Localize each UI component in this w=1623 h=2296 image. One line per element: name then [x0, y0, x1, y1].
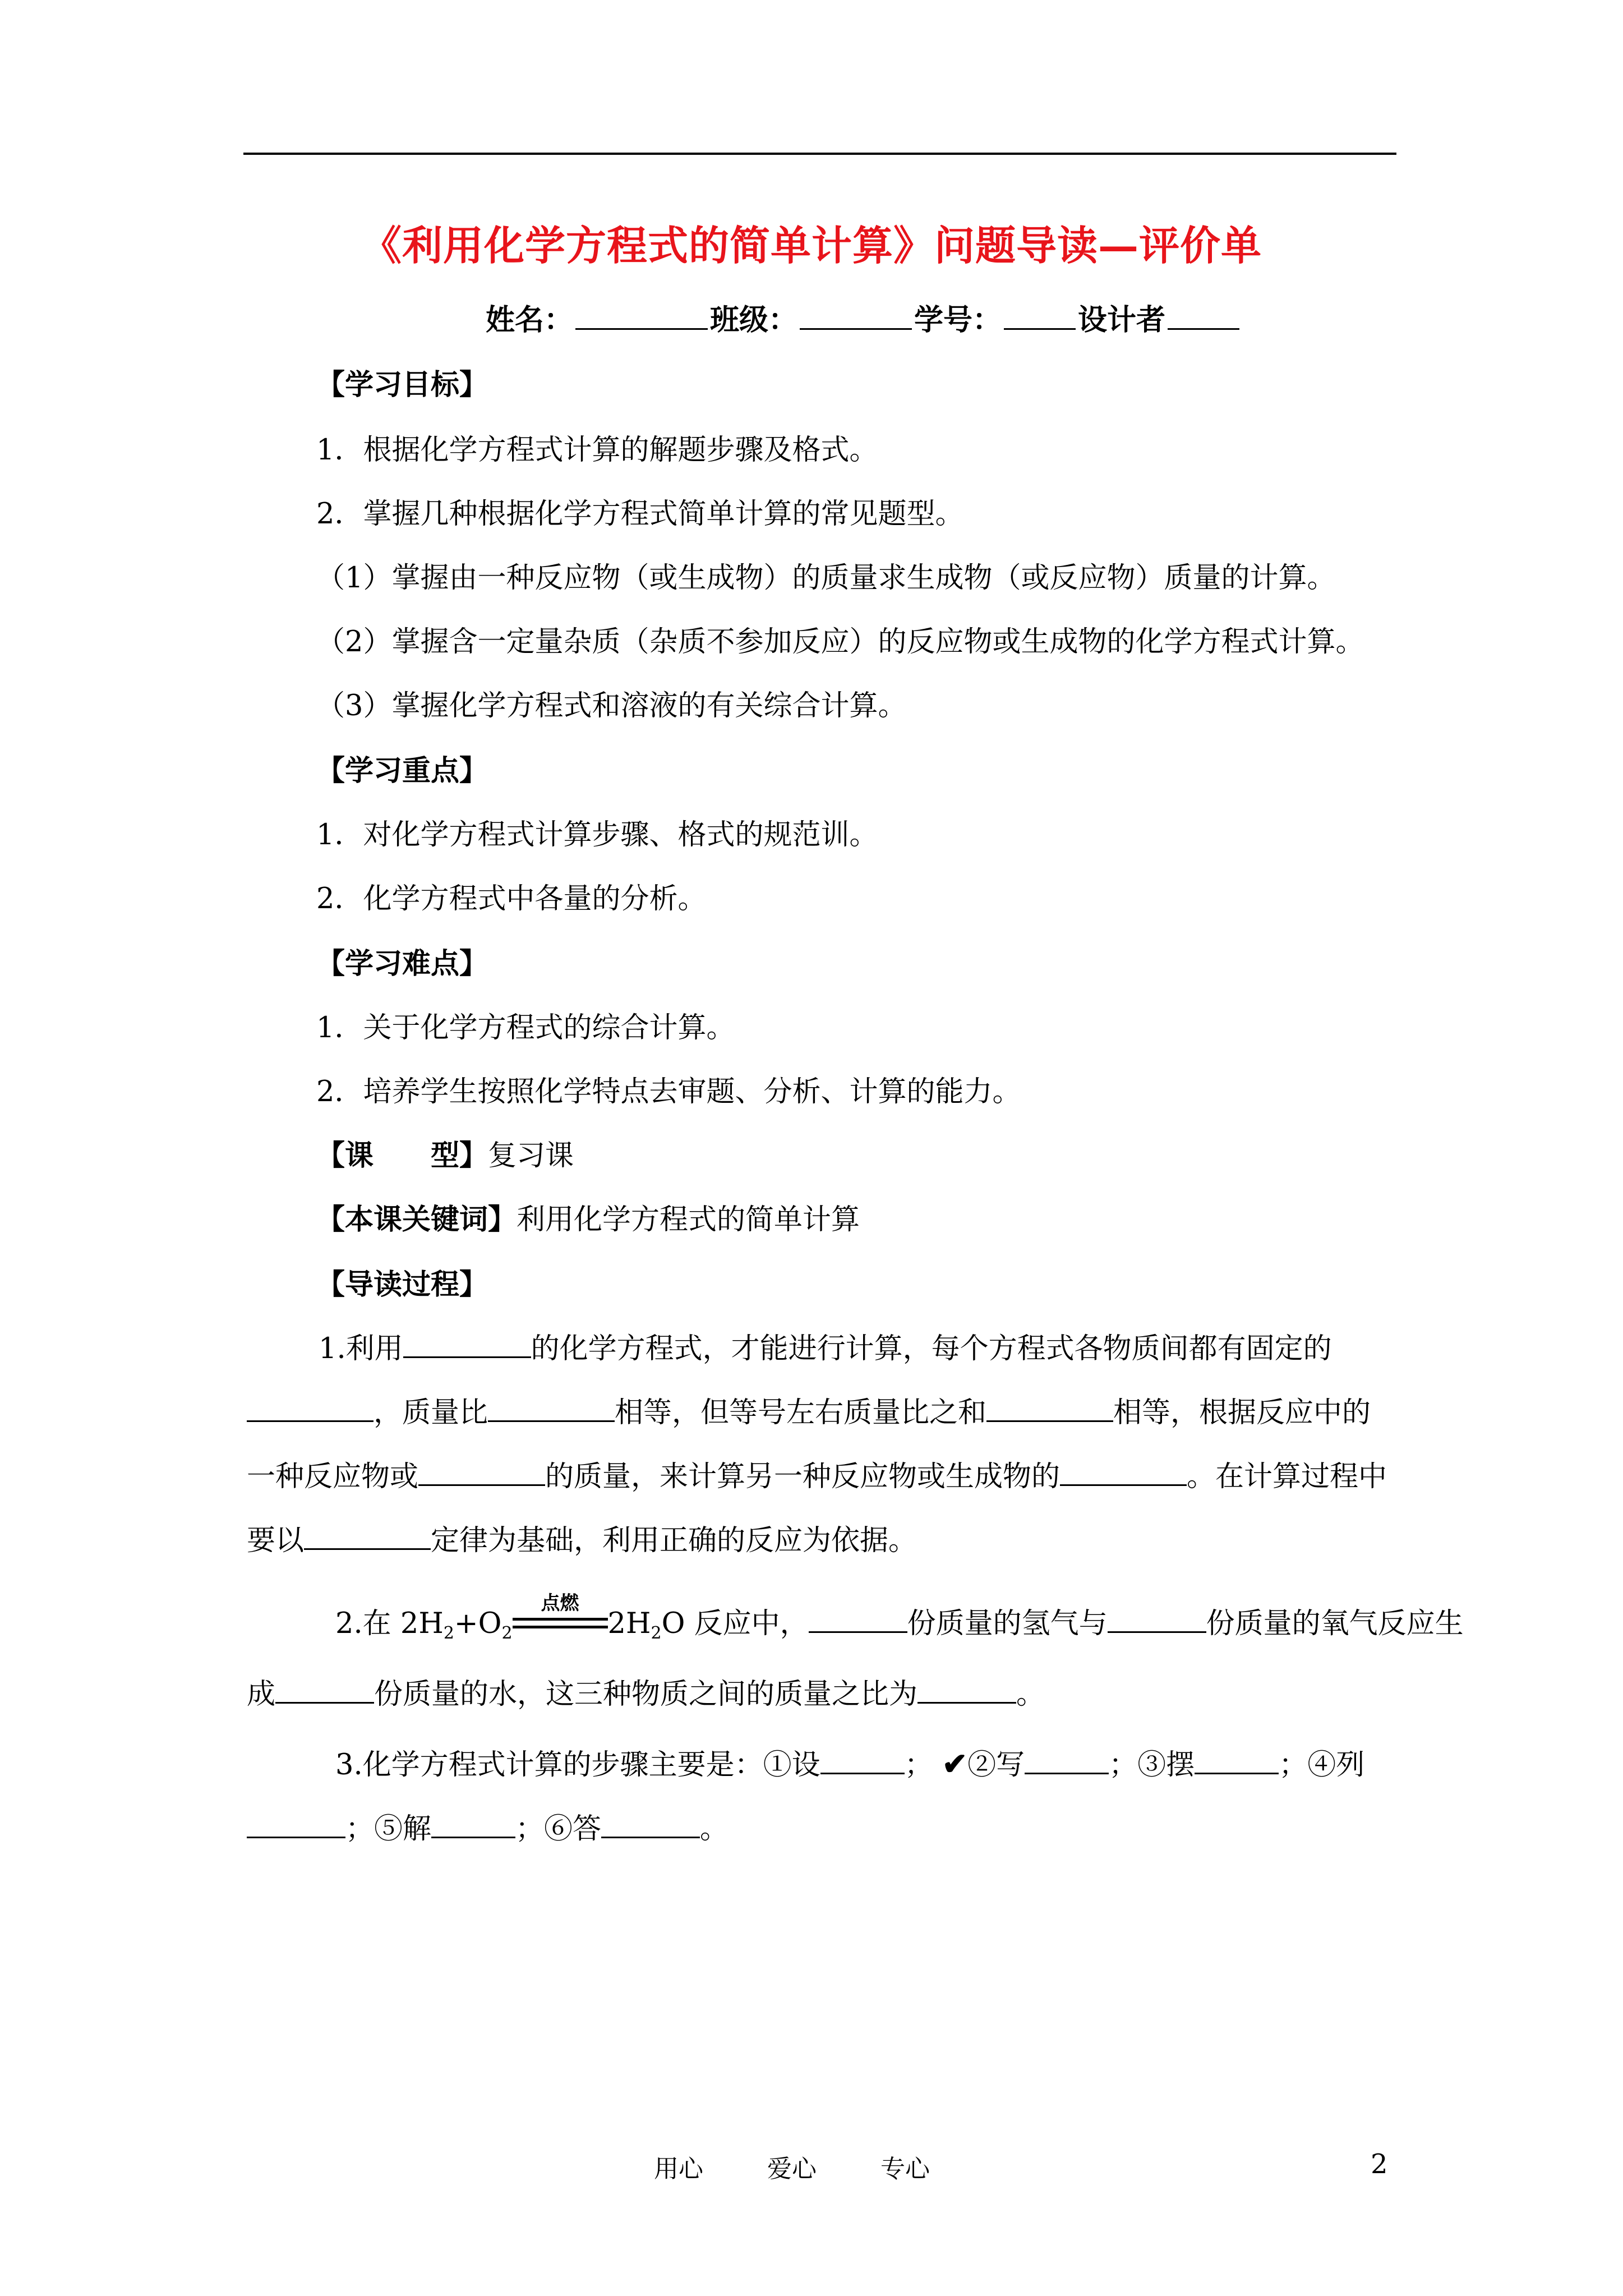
q3-blank-1[interactable] — [820, 1746, 905, 1774]
q1-text: 1.利用 — [319, 1332, 403, 1365]
lesson-type-value: 复习课 — [488, 1139, 574, 1172]
number-label: 学号： — [914, 303, 1002, 337]
designer-label: 设计者 — [1078, 303, 1166, 337]
keywords-label: 【本课关键词】 — [316, 1203, 517, 1236]
q2-text: 份质量的氧气反应生 — [1206, 1607, 1464, 1640]
checkmark-icon: ✔ — [942, 1746, 968, 1782]
q1-blank-7[interactable] — [304, 1521, 431, 1550]
key-points-heading: 【学习重点】 — [316, 754, 488, 788]
q3-blank-3[interactable] — [1195, 1746, 1279, 1774]
q1-blank-4[interactable] — [986, 1393, 1113, 1422]
student-info-line — [486, 296, 1242, 338]
q2-subscript: 2 — [501, 1623, 513, 1643]
q1-text: 定律为基础，利用正确的反应为依据。 — [431, 1524, 917, 1557]
q3-blank-5[interactable] — [431, 1810, 515, 1838]
process-heading: 【导读过程】 — [316, 1268, 488, 1301]
lesson-type-line — [316, 1132, 574, 1174]
q3-text: 3.化学方程式计算的步骤主要是：①设 — [335, 1749, 820, 1782]
q2-text: 2.在 — [335, 1607, 400, 1640]
keywords-line — [316, 1196, 860, 1237]
q2-chem: 2H — [400, 1607, 444, 1640]
difficulty-item: 2．培养学生按照化学特点去审题、分析、计算的能力。 — [316, 1075, 1021, 1108]
q2-text: 份质量的水，这三种物质之间的质量之比为 — [374, 1678, 918, 1711]
q1-line-1 — [319, 1325, 1468, 1366]
q2-text: 。 — [1016, 1678, 1045, 1711]
q2-chem: 2H — [607, 1607, 651, 1640]
q1-text: 一种反应物或 — [247, 1460, 419, 1493]
goal-item: 1．根据化学方程式计算的解题步骤及格式。 — [316, 434, 878, 467]
difficulty-item: 1．关于化学方程式的综合计算。 — [316, 1011, 735, 1045]
q2-subscript: 2 — [443, 1623, 454, 1643]
class-label: 班级： — [710, 303, 798, 337]
q1-text: 要以 — [247, 1524, 305, 1557]
designer-field[interactable] — [1168, 299, 1239, 330]
name-label: 姓名： — [486, 303, 574, 337]
q2-chem: +O — [454, 1607, 502, 1640]
q3-text: ；④列 — [1279, 1749, 1365, 1782]
q3-line-2 — [247, 1805, 1396, 1847]
q3-blank-6[interactable] — [601, 1810, 700, 1838]
q2-subscript: 2 — [651, 1623, 662, 1643]
q3-blank-4[interactable] — [247, 1810, 345, 1838]
q2-text: 成 — [247, 1678, 276, 1711]
q1-blank-5[interactable] — [418, 1457, 545, 1486]
goals-heading: 【学习目标】 — [316, 368, 488, 402]
q3-text: ；⑤解 — [345, 1812, 432, 1846]
goal-item: （1）掌握由一种反应物（或生成物）的质量求生成物（或反应物）质量的计算。 — [316, 562, 1336, 595]
q1-text: 相等，但等号左右质量比之和 — [615, 1396, 987, 1429]
difficulties-heading: 【学习难点】 — [316, 947, 488, 981]
footer-item: 爱心 — [767, 2155, 817, 2183]
q1-blank-2[interactable] — [247, 1393, 374, 1422]
q1-text: 相等，根据反应中的 — [1113, 1396, 1371, 1429]
key-point-item: 1．对化学方程式计算步骤、格式的规范训。 — [316, 818, 878, 852]
q2-blank-3[interactable] — [275, 1675, 374, 1704]
q1-text: 的化学方程式，才能进行计算，每个方程式各物质间都有固定的 — [531, 1332, 1332, 1365]
q2-line-2 — [247, 1671, 1396, 1712]
page-number: 2 — [1371, 2148, 1388, 2180]
goal-item: （3）掌握化学方程式和溶液的有关综合计算。 — [316, 689, 907, 723]
footer-item: 用心 — [654, 2155, 703, 2183]
q3-text: ②写 — [967, 1749, 1025, 1782]
reaction-condition: 点燃 — [541, 1592, 579, 1614]
q1-text: 的质量，来计算另一种反应物或生成物的 — [545, 1460, 1061, 1493]
q1-blank-3[interactable] — [488, 1393, 615, 1422]
q2-text: 反应中， — [694, 1607, 809, 1640]
keywords-value: 利用化学方程式的简单计算 — [517, 1203, 860, 1236]
q1-text: ，质量比 — [374, 1396, 488, 1429]
q3-text: 。 — [700, 1812, 729, 1846]
key-point-item: 2．化学方程式中各量的分析。 — [316, 882, 707, 915]
goal-item: （2）掌握含一定量杂质（杂质不参加反应）的反应物或生成物的化学方程式计算。 — [316, 625, 1364, 659]
page-title: 《利用化学方程式的简单计算》问题导读—评价单 — [361, 222, 1262, 269]
q3-text: ；③摆 — [1109, 1749, 1195, 1782]
q1-line-4 — [247, 1517, 1396, 1558]
q1-blank-1[interactable] — [403, 1329, 531, 1358]
q1-text: 。在计算过程中 — [1187, 1460, 1387, 1493]
q2-chem: O — [661, 1607, 685, 1640]
reaction-equals-sign — [513, 1592, 608, 1637]
q2-blank-2[interactable] — [1108, 1604, 1206, 1633]
q1-blank-6[interactable] — [1060, 1457, 1187, 1486]
header-rule — [243, 153, 1396, 155]
footer-item: 专心 — [880, 2155, 930, 2183]
lesson-type-label: 【课 型】 — [316, 1139, 488, 1172]
q3-text: ； — [904, 1749, 933, 1782]
q3-text: ；⑥答 — [515, 1812, 602, 1846]
q2-blank-4[interactable] — [917, 1675, 1016, 1704]
q2-blank-1[interactable] — [809, 1604, 907, 1633]
q2-text: 份质量的氢气与 — [907, 1607, 1108, 1640]
q3-blank-2[interactable] — [1025, 1746, 1109, 1774]
q2-line-1 — [335, 1592, 1485, 1643]
name-field[interactable] — [575, 299, 708, 330]
number-field[interactable] — [1004, 299, 1076, 330]
q1-line-3 — [247, 1453, 1396, 1494]
class-field[interactable] — [800, 299, 912, 330]
q3-line-1 — [335, 1741, 1485, 1783]
q1-line-2 — [247, 1389, 1396, 1430]
goal-item: 2．掌握几种根据化学方程式简单计算的常见题型。 — [316, 498, 964, 531]
